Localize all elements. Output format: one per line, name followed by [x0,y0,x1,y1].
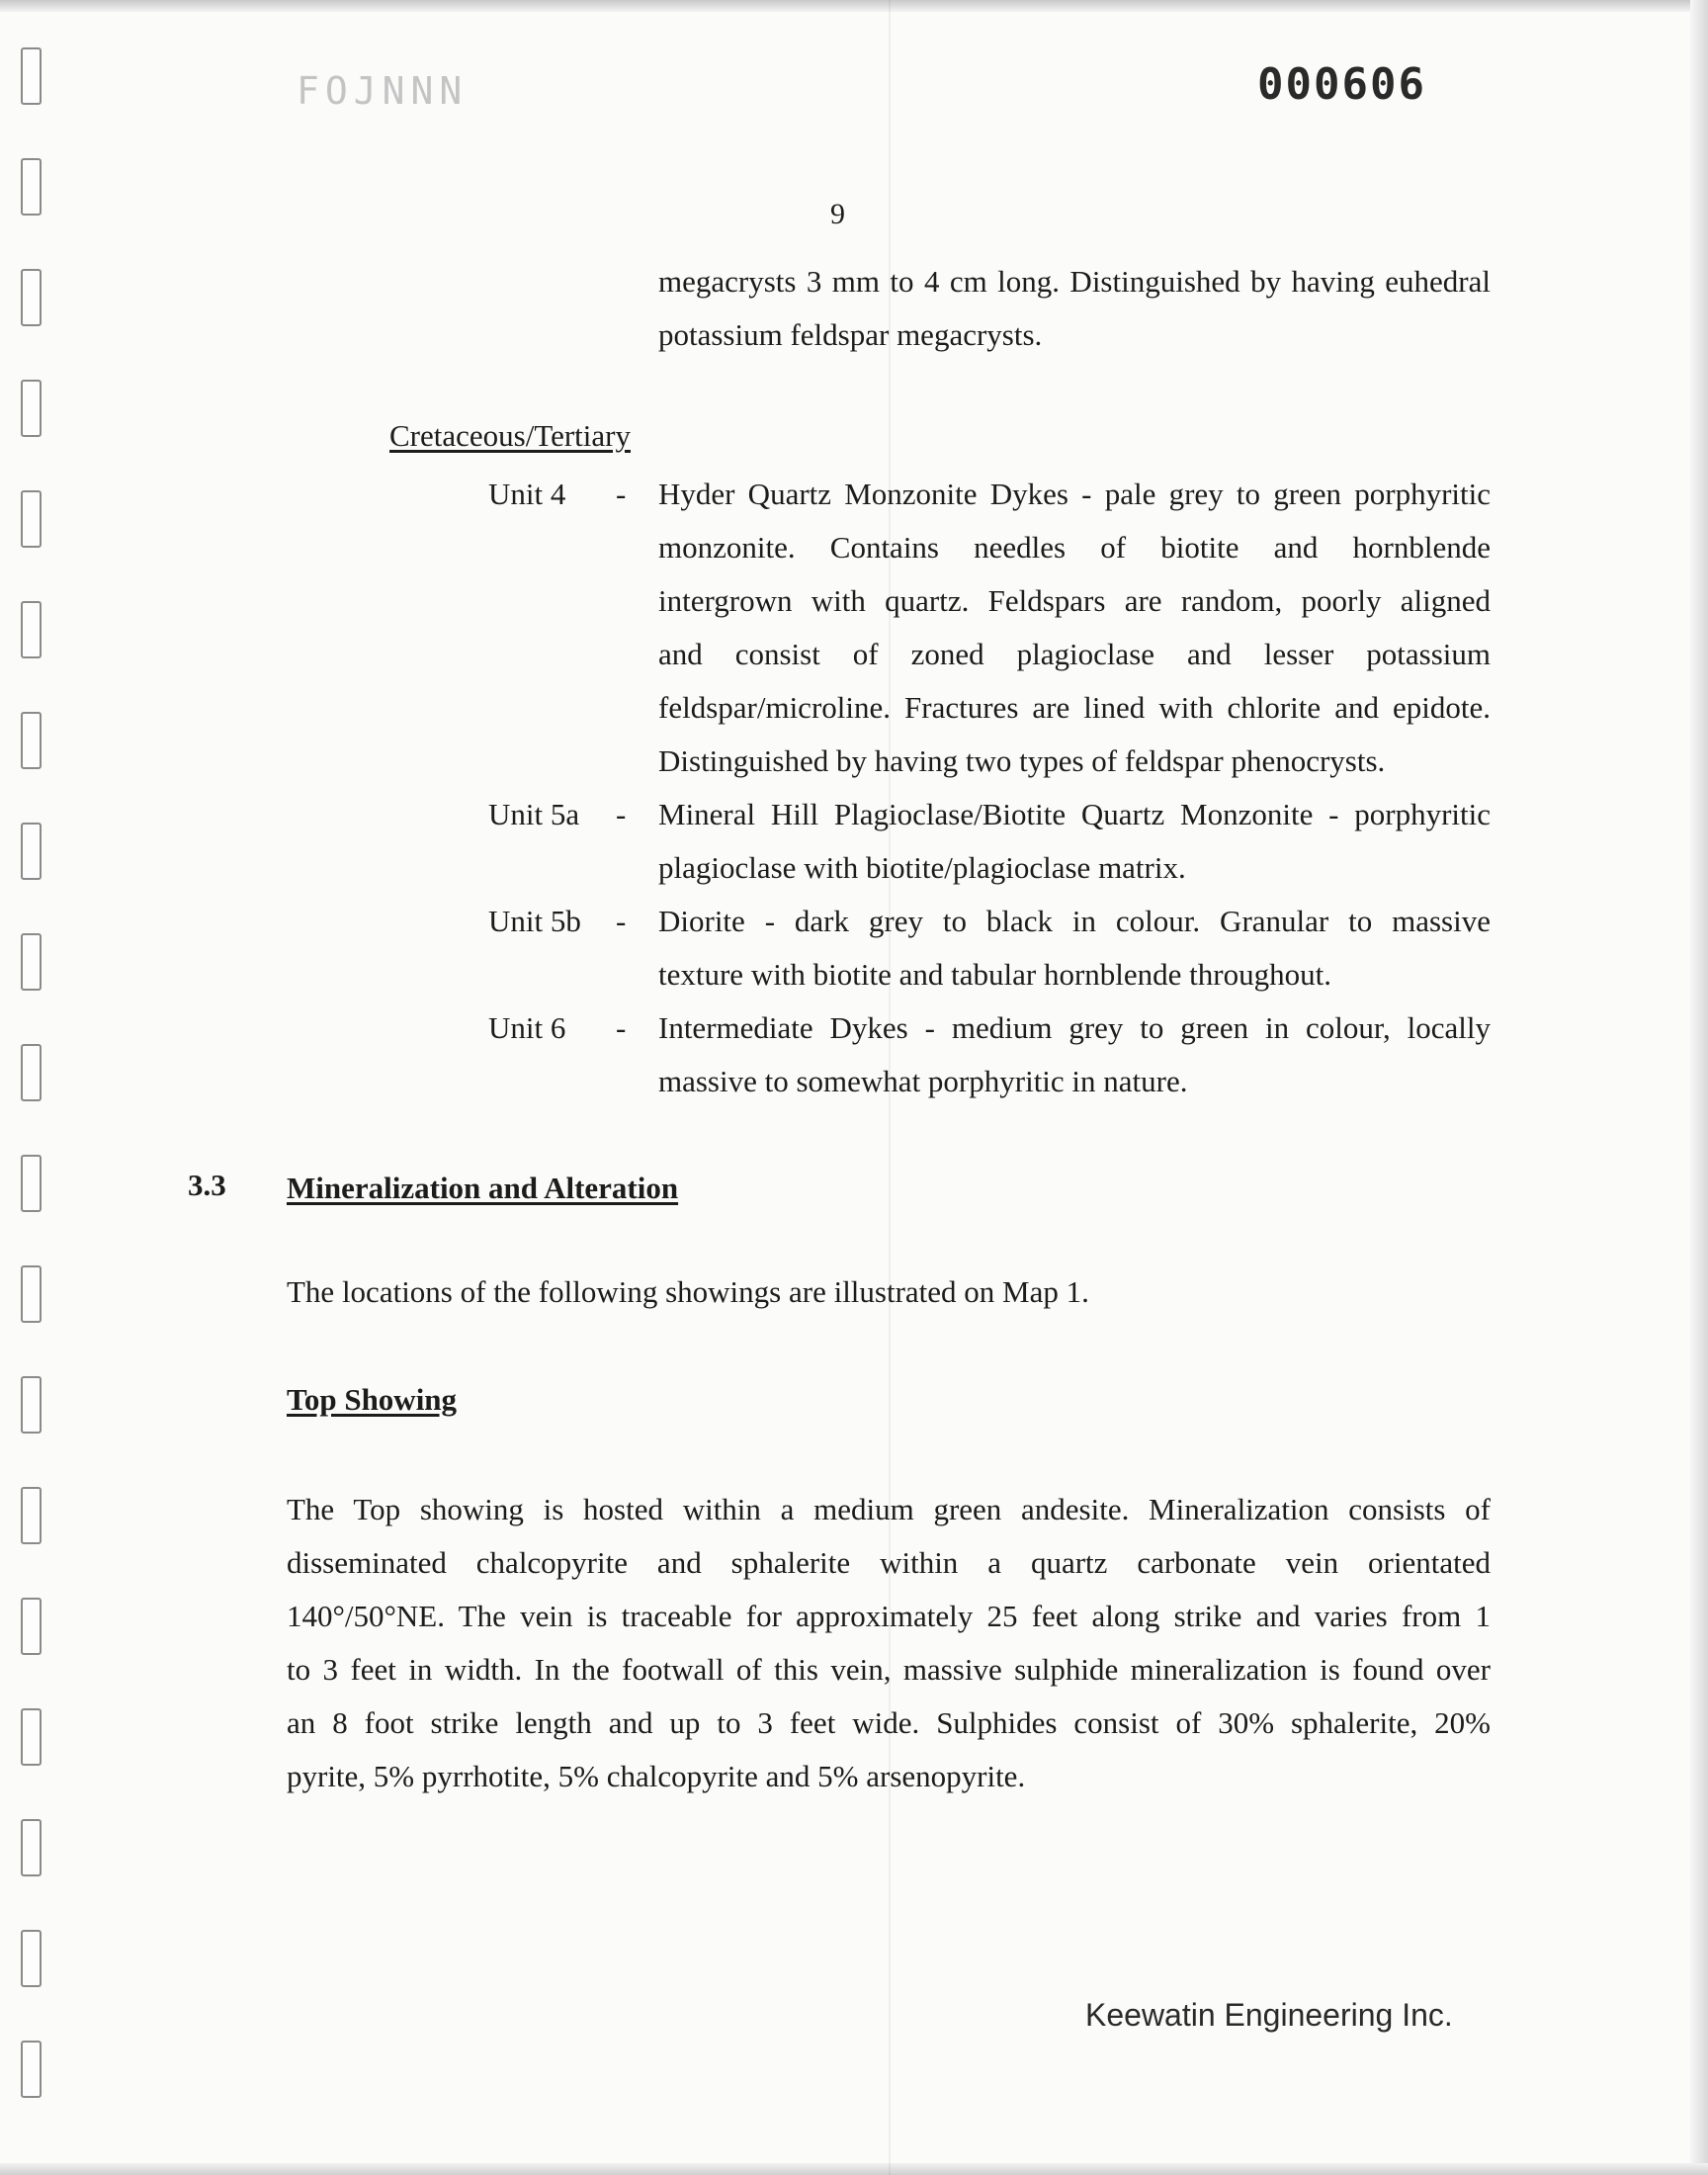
unit-description-line: monzonite. Contains needles of biotite and hornblende [658,530,1491,565]
unit-description-line: Diorite - dark grey to black in colour. Granular to massive [658,904,1491,938]
unit-description-line: plagioclase with biotite/plagioclase matrix. [658,850,1186,885]
body-line: megacrysts 3 mm to 4 cm long. Distinguished by having euhedral [658,264,1491,299]
section-title: Mineralization and Alteration [287,1171,679,1205]
scan-right-edge [1690,0,1708,2175]
scan-bottom-edge [0,2163,1708,2175]
unit-dash: - [616,904,627,938]
binder-hole [21,1376,42,1434]
body-line: 140°/50°NE. The vein is traceable for approximately 25 feet along strike and varies from 1 [287,1599,1491,1633]
body-line: to 3 feet in width. In the footwall of this vein, massive sulphide mineralization is found over [287,1652,1491,1687]
body-line: potassium feldspar megacrysts. [658,317,1043,352]
subsection-heading: Top Showing [287,1382,458,1417]
unit-description-line: Intermediate Dykes - medium grey to green in colour, locally [658,1010,1491,1045]
unit-description-line: and consist of zoned plagioclase and lesser potassium [658,637,1491,671]
unit-dash: - [616,1010,627,1045]
binder-hole [21,1487,42,1544]
unit-description-line: feldspar/microline. Fractures are lined with chlorite and epidote. [658,690,1491,725]
binder-hole [21,380,42,437]
binder-hole [21,47,42,105]
unit-description-line: massive to somewhat porphyritic in nature. [658,1064,1188,1098]
binder-hole [21,712,42,769]
binder-hole [21,823,42,880]
binder-hole [21,1265,42,1323]
section-intro: The locations of the following showings are illustrated on Map 1. [287,1274,1089,1309]
binder-hole [21,1930,42,1987]
unit-label: Unit 5a [488,797,580,831]
binder-hole [21,158,42,216]
unit-description-line: Distinguished by having two types of feldspar phenocrysts. [658,743,1386,778]
section-heading: Cretaceous/Tertiary [389,418,631,453]
scan-top-edge [0,0,1708,12]
unit-label: Unit 6 [488,1010,566,1045]
binder-hole [21,1044,42,1101]
unit-label: Unit 5b [488,904,581,938]
unit-description-line: Mineral Hill Plagioclase/Biotite Quartz Monzonite - porphyritic [658,797,1491,831]
unit-dash: - [616,797,627,831]
binder-hole [21,1598,42,1655]
section-number: 3.3 [188,1168,226,1202]
document-stamp-number: 000606 [1257,59,1426,110]
binder-hole [21,1708,42,1766]
binder-hole [21,2041,42,2098]
binder-hole [21,1819,42,1876]
body-line: pyrite, 5% pyrrhotite, 5% chalcopyrite and 5% arsenopyrite. [287,1759,1026,1793]
body-line: disseminated chalcopyrite and sphalerite within a quartz carbonate vein orientated [287,1545,1491,1580]
binder-hole [21,490,42,548]
binder-hole [21,1155,42,1212]
body-line: The Top showing is hosted within a medium green andesite. Mineralization consists of [287,1492,1491,1526]
page-number: 9 [830,198,845,230]
binder-hole [21,933,42,991]
binder-hole [21,601,42,658]
binder-hole [21,269,42,326]
body-line: an 8 foot strike length and up to 3 feet wide. Sulphides consist of 30% sphalerite, 20% [287,1705,1491,1740]
unit-description-line: Hyder Quartz Monzonite Dykes - pale grey to green porphyritic [658,477,1491,511]
unit-description-line: texture with biotite and tabular hornblende throughout. [658,957,1331,992]
unit-label: Unit 4 [488,477,566,511]
company-footer: Keewatin Engineering Inc. [1085,1997,1453,2033]
unit-description-line: intergrown with quartz. Feldspars are random, poorly aligned [658,583,1491,618]
unit-dash: - [616,477,627,511]
faint-stamp-number: FOJNNN [297,69,469,113]
